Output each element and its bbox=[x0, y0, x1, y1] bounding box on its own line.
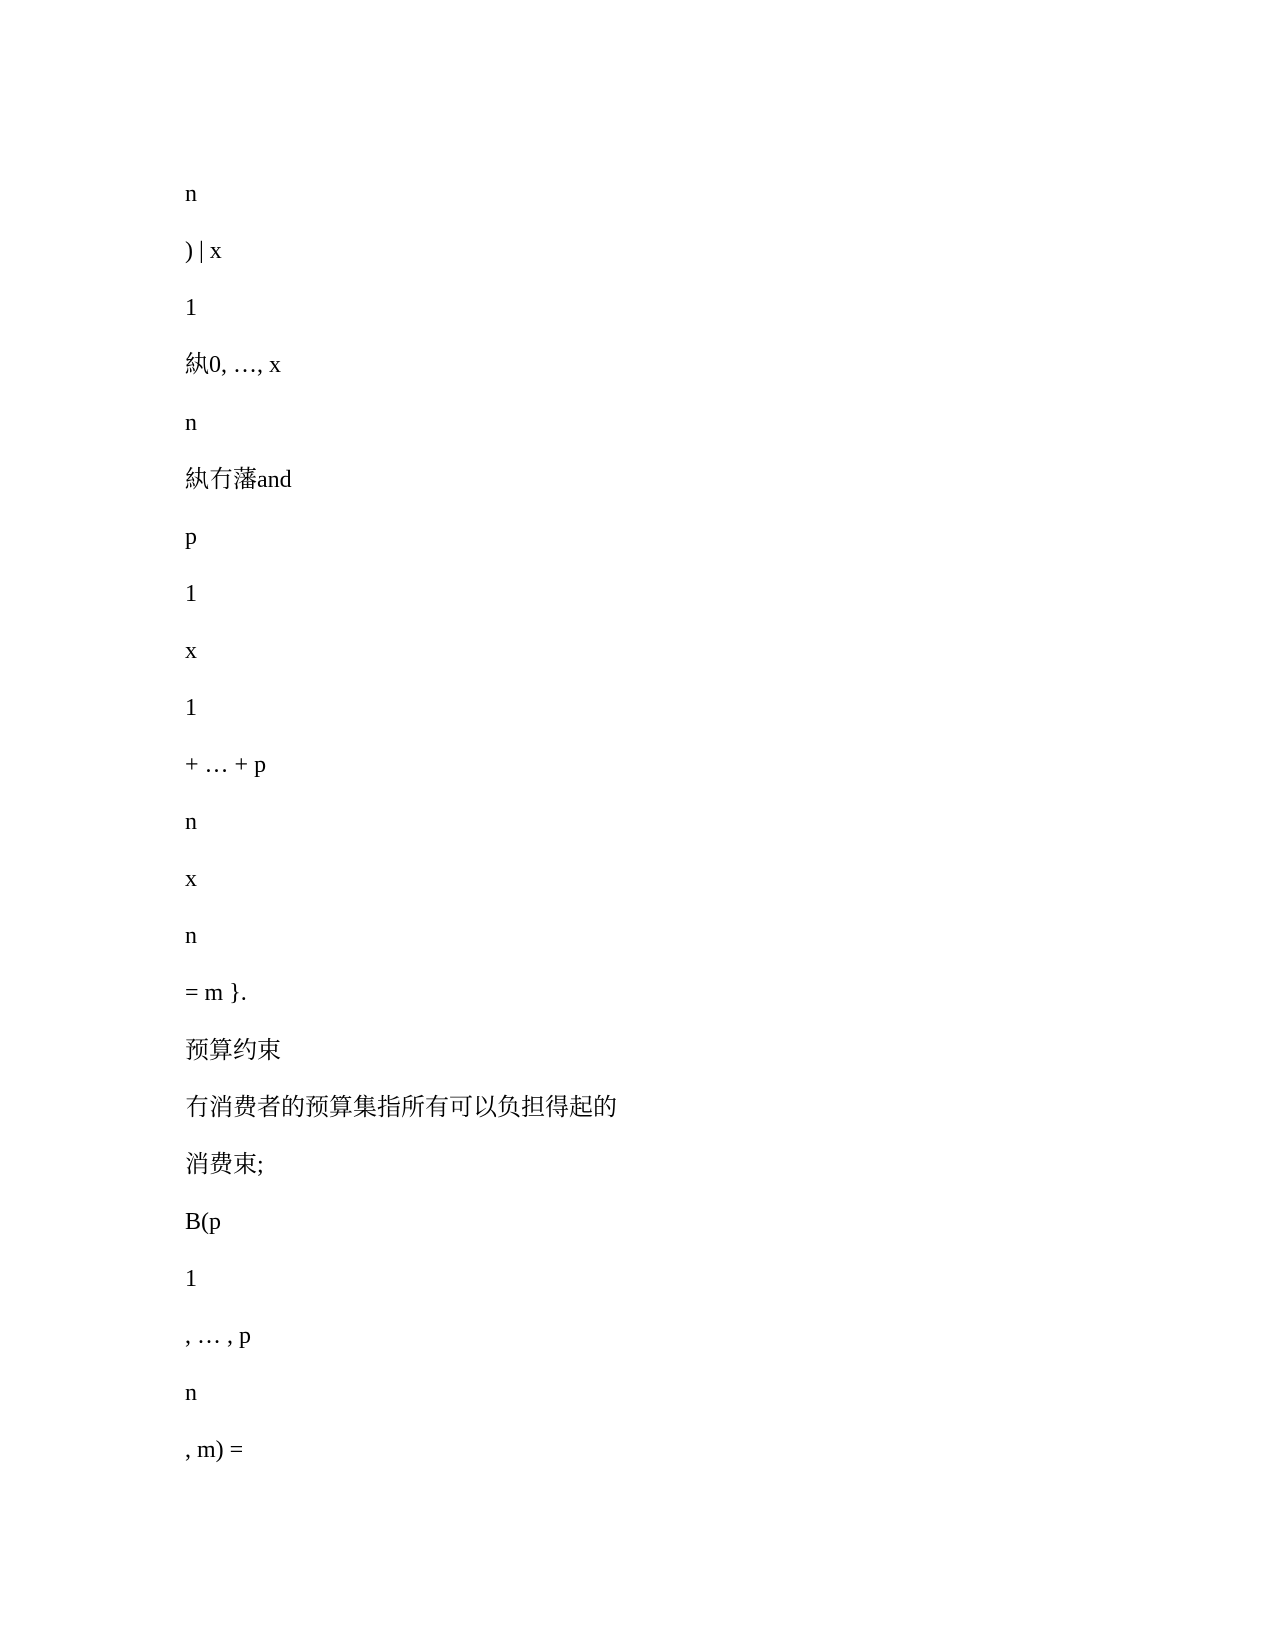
text-line: p bbox=[185, 524, 197, 550]
text-line: n bbox=[185, 923, 197, 949]
section-heading: 预算约束 bbox=[185, 1038, 281, 1064]
text-line: n bbox=[185, 181, 197, 207]
text-line: + … + p bbox=[185, 752, 267, 778]
text-line: 紈0, …, x bbox=[185, 352, 281, 378]
text-line: 消费束; bbox=[185, 1152, 264, 1178]
text-line: , … , p bbox=[185, 1323, 251, 1349]
text-line: n bbox=[185, 410, 197, 436]
text-line: n bbox=[185, 809, 197, 835]
text-line: x bbox=[185, 638, 197, 664]
text-line: 冇消费者的预算集指所有可以负担得起的 bbox=[185, 1095, 617, 1121]
text-line: 紈冇藩and bbox=[185, 467, 292, 493]
text-line: 1 bbox=[185, 581, 197, 607]
text-line: n bbox=[185, 1380, 197, 1406]
text-line: 1 bbox=[185, 295, 197, 321]
text-line: B(p bbox=[185, 1209, 221, 1235]
text-line: ) | x bbox=[185, 238, 222, 264]
text-line: x bbox=[185, 866, 197, 892]
text-line: 1 bbox=[185, 1266, 197, 1292]
text-line: 1 bbox=[185, 695, 197, 721]
text-line: , m) = bbox=[185, 1437, 244, 1463]
text-line: = m }. bbox=[185, 980, 247, 1006]
